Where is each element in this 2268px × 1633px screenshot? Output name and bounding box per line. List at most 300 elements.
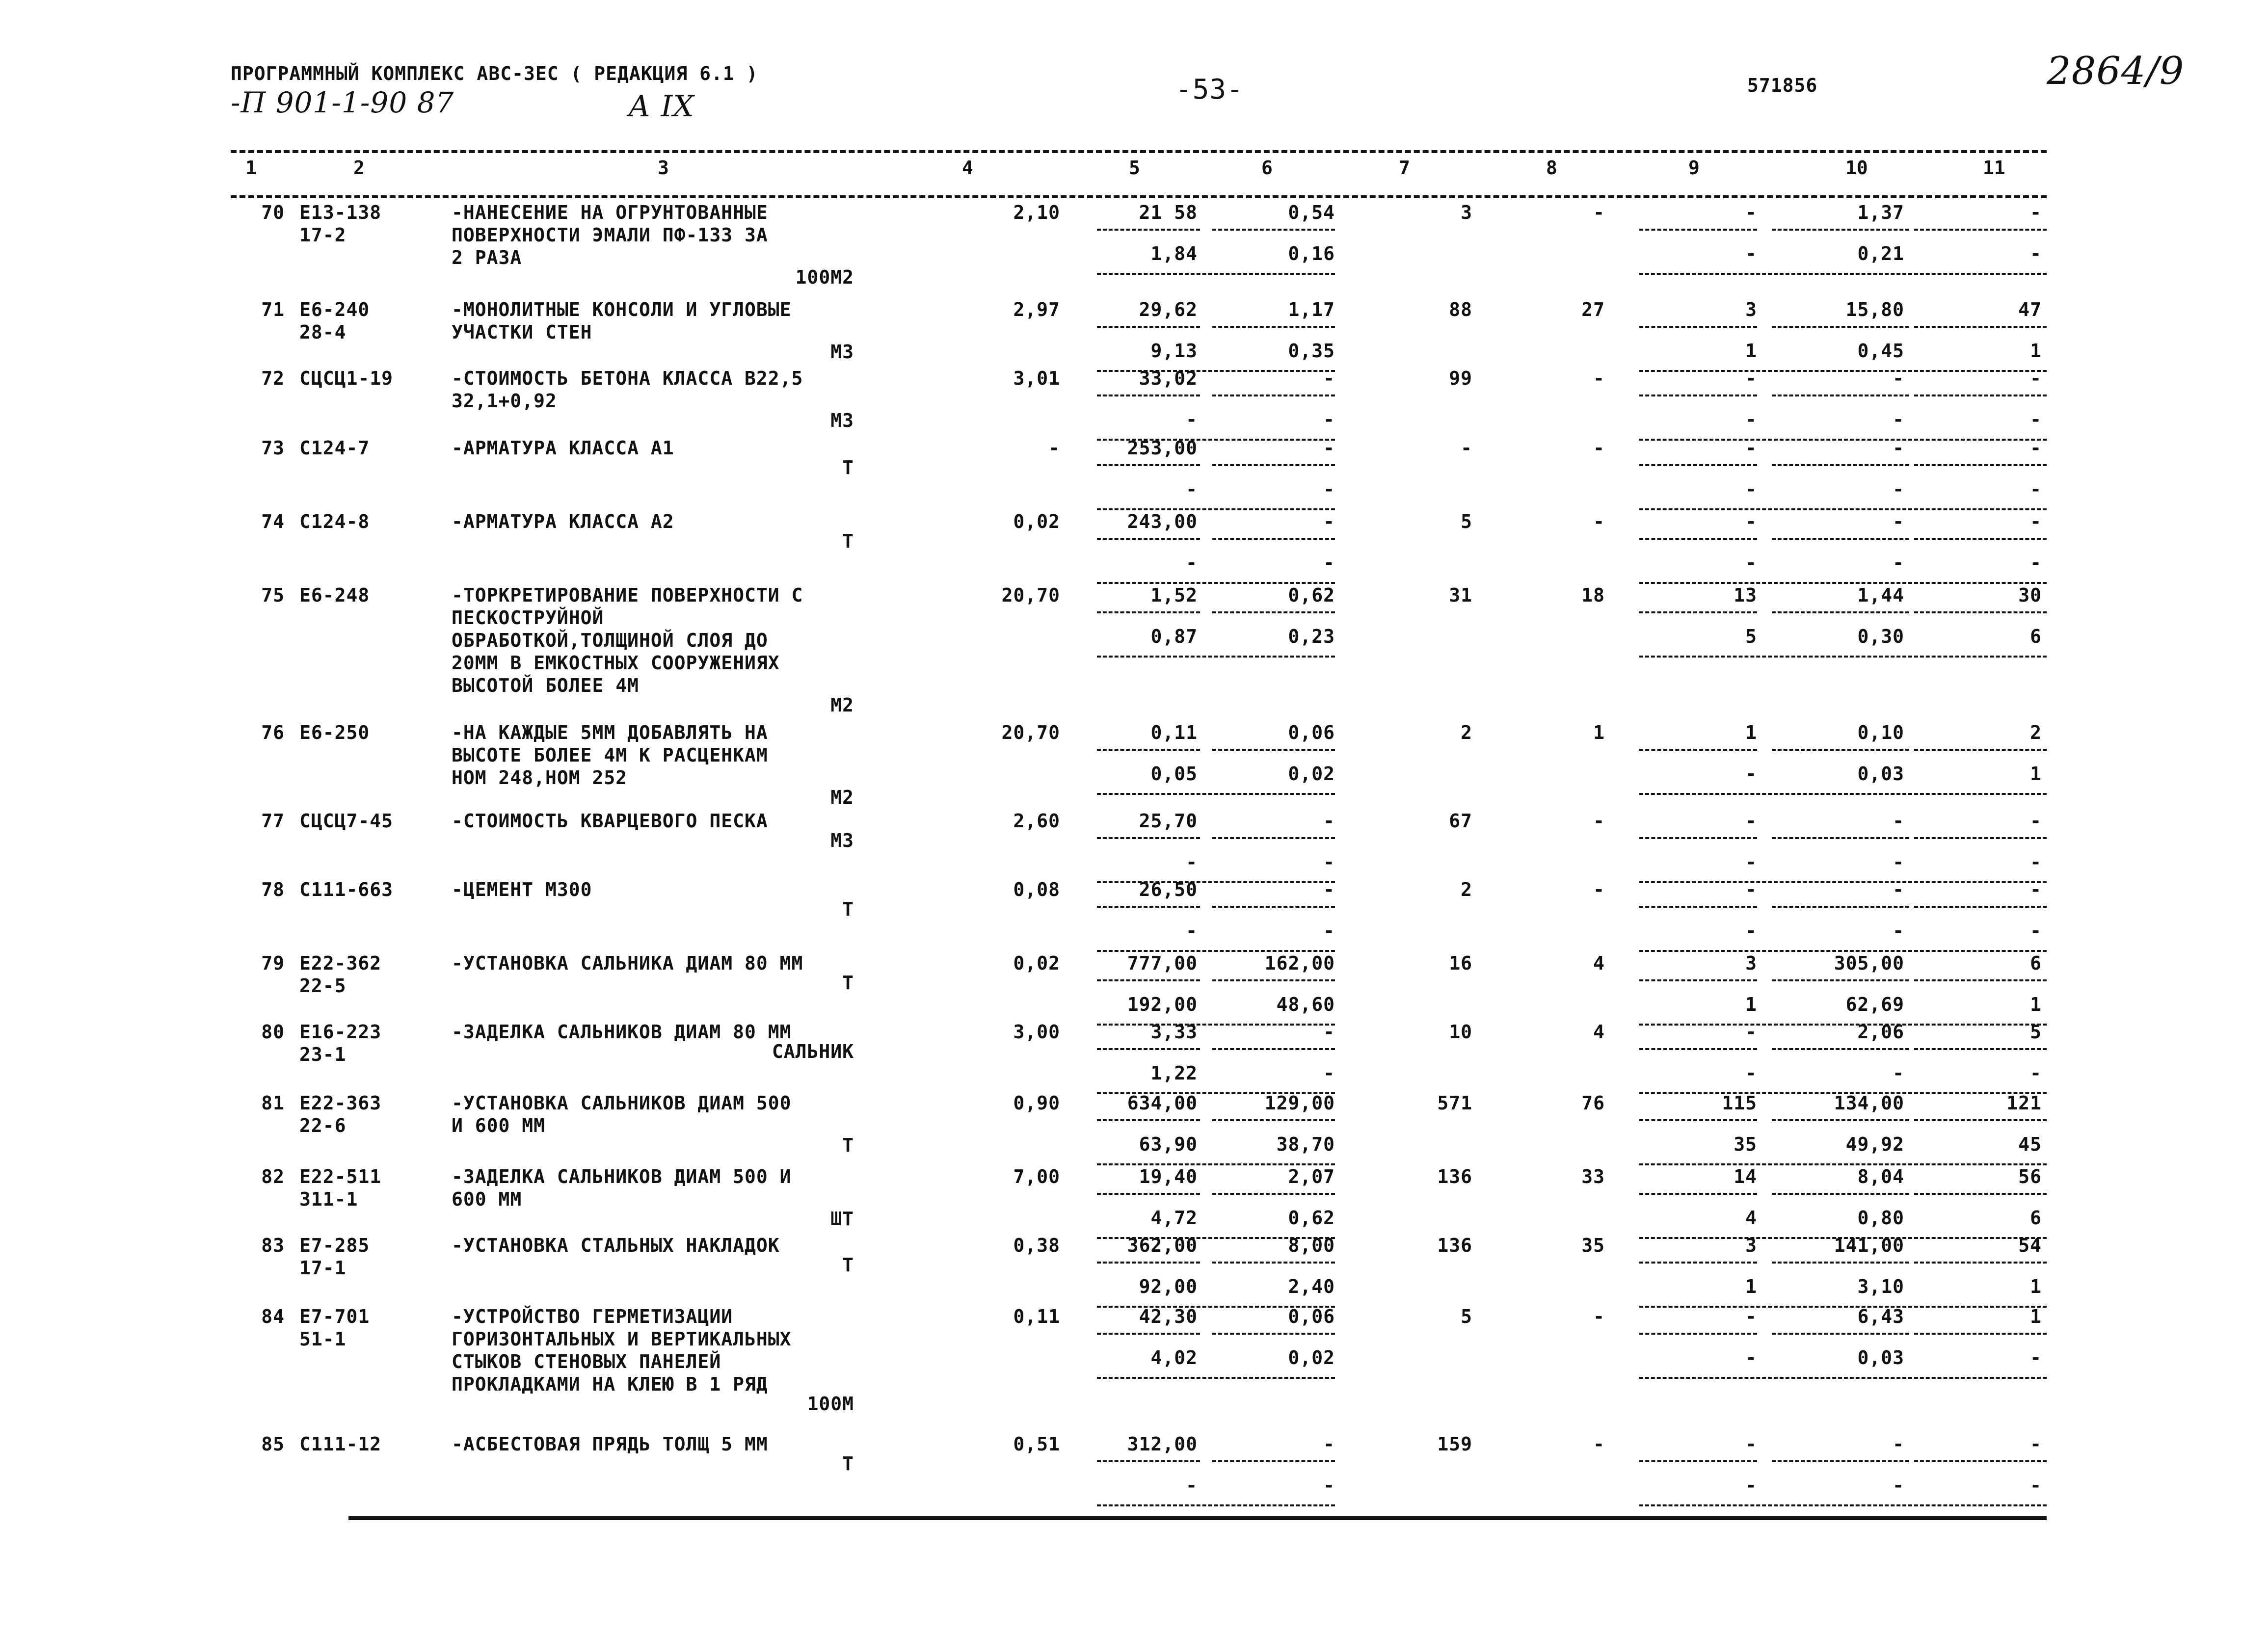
sub-value-c9: 1: [1745, 1276, 1757, 1297]
divider: [1639, 1262, 1757, 1264]
work-description: -ЗАДЕЛКА САЛЬНИКОВ ДИАМ 80 ММ: [452, 1021, 792, 1043]
quantity: 0,08: [1013, 879, 1060, 900]
divider: [1212, 979, 1335, 981]
value-c5: 42,30: [1139, 1306, 1198, 1327]
sub-value-c6: 38,70: [1276, 1133, 1335, 1155]
value-c10: 15,80: [1845, 299, 1904, 320]
unit-of-measure: Т: [842, 1453, 854, 1475]
sub-value-c6: 0,62: [1288, 1207, 1335, 1229]
work-description: -НАНЕСЕНИЕ НА ОГРУНТОВАННЫЕ: [452, 202, 768, 223]
divider: [1212, 538, 1335, 540]
divider: [1212, 464, 1335, 466]
sub-value-c9: -: [1745, 478, 1757, 500]
divider: [1639, 656, 2047, 658]
divider: [1639, 395, 1757, 396]
value-c10: -: [1893, 511, 1904, 532]
rate-code: Е22-363: [299, 1092, 382, 1114]
sub-value-c11: 1: [2030, 1276, 2042, 1297]
rate-code: 23-1: [299, 1044, 347, 1065]
wages-total: -: [1593, 437, 1605, 459]
rate-code: 22-5: [299, 975, 347, 997]
rate-code: С124-7: [299, 437, 370, 459]
divider: [1097, 1504, 1335, 1506]
sub-value-c10: -: [1893, 552, 1904, 574]
divider: [1639, 837, 1757, 839]
quantity: 2,10: [1013, 202, 1060, 223]
sub-value-c9: -: [1745, 552, 1757, 574]
unit-of-measure: Т: [842, 457, 854, 478]
sub-value-c9: 35: [1734, 1133, 1757, 1155]
header-bottom-rule: [231, 195, 2047, 198]
divider: [1639, 1504, 2047, 1506]
divider: [1914, 749, 2047, 751]
value-c6: 2,07: [1288, 1166, 1335, 1187]
value-c10: 134,00: [1834, 1092, 1904, 1114]
divider: [1914, 906, 2047, 908]
work-description: УЧАСТКИ СТЕН: [452, 321, 592, 343]
value-c6: 162,00: [1264, 952, 1335, 974]
work-description: ВЫСОТОЙ БОЛЕЕ 4М: [452, 675, 640, 696]
quantity: 2,60: [1013, 810, 1060, 832]
rate-code: СЦСЦ1-19: [299, 368, 394, 389]
wages-total: -: [1593, 202, 1605, 223]
row-number: 82: [261, 1166, 285, 1187]
quantity: 0,90: [1013, 1092, 1060, 1114]
divider: [1212, 906, 1335, 908]
work-description: -СТОИМОСТЬ КВАРЦЕВОГО ПЕСКА: [452, 810, 768, 832]
divider: [1772, 1333, 1909, 1335]
divider: [1914, 1048, 2047, 1050]
value-c6: 129,00: [1264, 1092, 1335, 1114]
unit-of-measure: Т: [842, 972, 854, 994]
value-c5: 362,00: [1127, 1235, 1198, 1256]
value-c9: -: [1745, 1306, 1757, 1327]
total-cost: 159: [1437, 1433, 1472, 1455]
sub-value-c5: -: [1186, 478, 1198, 500]
divider: [1097, 273, 1335, 275]
divider: [1639, 906, 1757, 908]
sub-value-c6: 2,40: [1288, 1276, 1335, 1297]
sub-value-c10: 62,69: [1845, 994, 1904, 1015]
divider: [1097, 906, 1200, 908]
rate-code: Е7-701: [299, 1306, 370, 1327]
sub-value-c5: 0,05: [1150, 763, 1198, 785]
divider: [1212, 749, 1335, 751]
value-c6: 1,17: [1288, 299, 1335, 320]
column-header-5: 5: [1129, 157, 1140, 179]
value-c9: 3: [1745, 952, 1757, 974]
column-header-3: 3: [658, 157, 669, 179]
sub-value-c5: 63,90: [1139, 1133, 1198, 1155]
sub-value-c11: 1: [2030, 763, 2042, 785]
sub-value-c9: 5: [1745, 626, 1757, 647]
value-c6: -: [1323, 1433, 1335, 1455]
rate-code: 311-1: [299, 1188, 358, 1210]
rate-code: 28-4: [299, 321, 347, 343]
divider: [1639, 793, 2047, 795]
value-c9: -: [1745, 810, 1757, 832]
row-number: 75: [261, 584, 285, 606]
value-c10: -: [1893, 1433, 1904, 1455]
value-c6: -: [1323, 511, 1335, 532]
row-number: 74: [261, 511, 285, 532]
divider: [1097, 611, 1200, 613]
quantity: 0,02: [1013, 511, 1060, 532]
sub-value-c11: 1: [2030, 994, 2042, 1015]
sub-value-c5: -: [1186, 1475, 1198, 1496]
divider: [1914, 1193, 2047, 1195]
sub-value-c10: 0,45: [1857, 340, 1904, 362]
divider: [1097, 229, 1200, 231]
unit-of-measure: 100М: [807, 1393, 854, 1415]
sub-value-c11: -: [2030, 478, 2042, 500]
value-c5: 777,00: [1127, 952, 1198, 974]
rate-code: 17-2: [299, 224, 347, 246]
wages-total: -: [1593, 1306, 1605, 1327]
sub-value-c11: 6: [2030, 1207, 2042, 1229]
sub-value-c9: -: [1745, 1062, 1757, 1084]
program-title: ПРОГРАММНЫЙ КОМПЛЕКС АВС-3ЕС ( РЕДАКЦИЯ 6.1 ): [231, 63, 758, 84]
divider: [1639, 749, 1757, 751]
total-cost: 3: [1461, 202, 1472, 223]
sub-value-c5: -: [1186, 409, 1198, 430]
value-c5: 25,70: [1139, 810, 1198, 832]
value-c11: -: [2030, 437, 2042, 459]
value-c11: 121: [2006, 1092, 2042, 1114]
value-c5: 19,40: [1139, 1166, 1198, 1187]
work-description: ГОРИЗОНТАЛЬНЫХ И ВЕРТИКАЛЬНЫХ: [452, 1328, 792, 1350]
rate-code: Е22-511: [299, 1166, 382, 1187]
divider: [1914, 979, 2047, 981]
divider: [1772, 979, 1909, 981]
work-description: -АРМАТУРА КЛАССА А1: [452, 437, 674, 459]
value-c9: 115: [1722, 1092, 1757, 1114]
sub-value-c6: -: [1323, 478, 1335, 500]
sub-value-c5: 192,00: [1127, 994, 1198, 1015]
divider: [1914, 1460, 2047, 1462]
sub-value-c9: -: [1745, 1347, 1757, 1369]
unit-of-measure: М2: [830, 694, 854, 716]
column-header-9: 9: [1688, 157, 1700, 179]
sub-value-c5: 0,87: [1150, 626, 1198, 647]
divider: [1772, 326, 1909, 328]
value-c5: 29,62: [1139, 299, 1198, 320]
sub-value-c11: 1: [2030, 340, 2042, 362]
row-number: 84: [261, 1306, 285, 1327]
quantity: -: [1048, 437, 1060, 459]
quantity: 2,97: [1013, 299, 1060, 320]
value-c10: 2,06: [1857, 1021, 1904, 1043]
value-c9: 13: [1734, 584, 1757, 606]
divider: [1212, 611, 1335, 613]
divider: [1639, 273, 2047, 275]
value-c11: 56: [2018, 1166, 2042, 1187]
work-description: -НА КАЖДЫЕ 5ММ ДОБАВЛЯТЬ НА: [452, 722, 768, 743]
value-c11: -: [2030, 511, 2042, 532]
work-description: -УСТРОЙСТВО ГЕРМЕТИЗАЦИИ: [452, 1306, 733, 1327]
divider: [1097, 1333, 1200, 1335]
value-c10: 0,10: [1857, 722, 1904, 743]
work-description: СТЫКОВ СТЕНОВЫХ ПАНЕЛЕЙ: [452, 1351, 721, 1372]
divider: [1212, 837, 1335, 839]
sub-value-c10: -: [1893, 1062, 1904, 1084]
sub-value-c6: -: [1323, 552, 1335, 574]
total-cost: 5: [1461, 511, 1472, 532]
value-c11: -: [2030, 368, 2042, 389]
sub-value-c9: -: [1745, 851, 1757, 873]
unit-of-measure: Т: [842, 898, 854, 920]
divider: [1914, 395, 2047, 396]
total-cost: 136: [1437, 1166, 1472, 1187]
value-c11: -: [2030, 810, 2042, 832]
quantity: 0,51: [1013, 1433, 1060, 1455]
value-c9: 1: [1745, 722, 1757, 743]
divider: [1772, 464, 1909, 466]
divider: [1772, 229, 1909, 231]
value-c9: 14: [1734, 1166, 1757, 1187]
divider: [1212, 1193, 1335, 1195]
rate-code: Е13-138: [299, 202, 382, 223]
value-c9: 3: [1745, 1235, 1757, 1256]
total-cost: 88: [1449, 299, 1472, 320]
total-cost: 99: [1449, 368, 1472, 389]
sub-value-c10: 0,30: [1857, 626, 1904, 647]
value-c11: -: [2030, 202, 2042, 223]
divider: [1212, 1333, 1335, 1335]
divider: [1772, 906, 1909, 908]
sub-value-c5: 4,02: [1150, 1347, 1198, 1369]
divider: [1097, 1193, 1200, 1195]
value-c9: -: [1745, 368, 1757, 389]
value-c11: 5: [2030, 1021, 2042, 1043]
divider: [1212, 395, 1335, 396]
divider: [1212, 229, 1335, 231]
row-number: 77: [261, 810, 285, 832]
sub-value-c10: 0,21: [1857, 243, 1904, 264]
sub-value-c5: 1,22: [1150, 1062, 1198, 1084]
total-cost: 67: [1449, 810, 1472, 832]
total-cost: 5: [1461, 1306, 1472, 1327]
divider: [1639, 1377, 2047, 1379]
wages-total: 1: [1593, 722, 1605, 743]
value-c5: 3,33: [1150, 1021, 1198, 1043]
value-c6: 0,62: [1288, 584, 1335, 606]
sub-value-c6: 0,16: [1288, 243, 1335, 264]
sub-value-c9: -: [1745, 409, 1757, 430]
sub-value-c9: -: [1745, 763, 1757, 785]
value-c9: 3: [1745, 299, 1757, 320]
sub-value-c5: 1,84: [1150, 243, 1198, 264]
value-c10: 1,44: [1857, 584, 1904, 606]
work-description: НОМ 248,НОМ 252: [452, 767, 628, 789]
value-c11: 54: [2018, 1235, 2042, 1256]
divider: [1097, 1460, 1200, 1462]
divider: [1914, 1262, 2047, 1264]
divider: [1097, 1119, 1200, 1121]
wages-total: -: [1593, 879, 1605, 900]
sub-value-c6: -: [1323, 1062, 1335, 1084]
divider: [1097, 837, 1200, 839]
sub-value-c11: -: [2030, 1062, 2042, 1084]
row-number: 83: [261, 1235, 285, 1256]
value-c5: 253,00: [1127, 437, 1198, 459]
divider: [1639, 464, 1757, 466]
value-c11: -: [2030, 879, 2042, 900]
quantity: 7,00: [1013, 1166, 1060, 1187]
unit-of-measure: М2: [830, 787, 854, 808]
wages-total: -: [1593, 810, 1605, 832]
row-number: 81: [261, 1092, 285, 1114]
total-cost: 571: [1437, 1092, 1472, 1114]
value-c11: -: [2030, 1433, 2042, 1455]
total-cost: 16: [1449, 952, 1472, 974]
work-description: ПОВЕРХНОСТИ ЭМАЛИ ПФ-133 ЗА: [452, 224, 768, 246]
quantity: 20,70: [1001, 722, 1060, 743]
wages-total: 27: [1581, 299, 1605, 320]
divider: [1097, 464, 1200, 466]
divider: [1097, 1377, 1335, 1379]
divider: [1212, 326, 1335, 328]
header-top-rule: [231, 150, 2047, 153]
work-description: ВЫСОТЕ БОЛЕЕ 4М К РАСЦЕНКАМ: [452, 744, 768, 766]
divider: [1772, 749, 1909, 751]
column-header-11: 11: [1983, 157, 2005, 179]
sub-value-c10: 0,03: [1857, 1347, 1904, 1369]
divider: [1914, 326, 2047, 328]
rate-code: Е22-362: [299, 952, 382, 974]
value-c10: 1,37: [1857, 202, 1904, 223]
value-c10: 305,00: [1834, 952, 1904, 974]
work-description: 32,1+0,92: [452, 390, 557, 412]
divider: [1772, 538, 1909, 540]
divider: [1914, 538, 2047, 540]
sub-value-c11: 45: [2018, 1133, 2042, 1155]
rate-code: Е6-248: [299, 584, 370, 606]
work-description: -МОНОЛИТНЫЕ КОНСОЛИ И УГЛОВЫЕ: [452, 299, 792, 320]
sub-value-c11: -: [2030, 409, 2042, 430]
sub-value-c6: -: [1323, 409, 1335, 430]
value-c10: 141,00: [1834, 1235, 1904, 1256]
rate-code: Е16-223: [299, 1021, 382, 1043]
value-c5: 26,50: [1139, 879, 1198, 900]
document-code: 571856: [1747, 75, 1818, 96]
unit-of-measure: Т: [842, 1134, 854, 1156]
sub-value-c9: 1: [1745, 340, 1757, 362]
divider: [1772, 611, 1909, 613]
sub-value-c9: 1: [1745, 994, 1757, 1015]
rate-code: СЦСЦ7-45: [299, 810, 394, 832]
total-cost: 136: [1437, 1235, 1472, 1256]
wages-total: -: [1593, 368, 1605, 389]
row-number: 73: [261, 437, 285, 459]
sub-value-c9: -: [1745, 243, 1757, 264]
divider: [1097, 1048, 1200, 1050]
total-cost: 2: [1461, 722, 1472, 743]
quantity: 0,38: [1013, 1235, 1060, 1256]
divider: [1212, 1262, 1335, 1264]
work-description: -УСТАНОВКА СТАЛЬНЫХ НАКЛАДОК: [452, 1235, 780, 1256]
wages-total: -: [1593, 511, 1605, 532]
divider: [1639, 611, 1757, 613]
table-end-rule: [348, 1516, 2047, 1520]
value-c6: 0,54: [1288, 202, 1335, 223]
rate-code: Е6-250: [299, 722, 370, 743]
work-description: 20ММ В ЕМКОСТНЫХ СООРУЖЕНИЯХ: [452, 652, 780, 674]
value-c10: -: [1893, 879, 1904, 900]
value-c6: -: [1323, 437, 1335, 459]
value-c10: -: [1893, 437, 1904, 459]
wages-total: 76: [1581, 1092, 1605, 1114]
divider: [1097, 656, 1335, 658]
quantity: 20,70: [1001, 584, 1060, 606]
unit-of-measure: М3: [830, 341, 854, 363]
value-c9: -: [1745, 511, 1757, 532]
divider: [1772, 1262, 1909, 1264]
work-description: -ЦЕМЕНТ М300: [452, 879, 592, 900]
divider: [1639, 979, 1757, 981]
divider: [1639, 1333, 1757, 1335]
column-header-4: 4: [962, 157, 973, 179]
value-c5: 312,00: [1127, 1433, 1198, 1455]
sub-value-c5: -: [1186, 851, 1198, 873]
row-number: 70: [261, 202, 285, 223]
divider: [1097, 793, 1335, 795]
quantity: 3,01: [1013, 368, 1060, 389]
sub-value-c10: -: [1893, 409, 1904, 430]
work-description: -АРМАТУРА КЛАССА А2: [452, 511, 674, 532]
divider: [1212, 1119, 1335, 1121]
sub-value-c11: -: [2030, 851, 2042, 873]
row-number: 85: [261, 1433, 285, 1455]
divider: [1772, 395, 1909, 396]
sub-value-c5: -: [1186, 552, 1198, 574]
divider: [1639, 1119, 1757, 1121]
rate-code: С111-12: [299, 1433, 382, 1455]
work-description: -ТОРКРЕТИРОВАНИЕ ПОВЕРХНОСТИ С: [452, 584, 803, 606]
sub-value-c11: -: [2030, 920, 2042, 942]
sub-value-c11: -: [2030, 1475, 2042, 1496]
wages-total: -: [1593, 1433, 1605, 1455]
rate-code: 22-6: [299, 1115, 347, 1136]
value-c6: 8,00: [1288, 1235, 1335, 1256]
work-description: 2 РАЗА: [452, 247, 522, 268]
total-cost: 31: [1449, 584, 1472, 606]
value-c6: 0,06: [1288, 1306, 1335, 1327]
sub-value-c5: 4,72: [1150, 1207, 1198, 1229]
sub-value-c9: -: [1745, 920, 1757, 942]
rate-code: Е7-285: [299, 1235, 370, 1256]
divider: [1772, 837, 1909, 839]
divider: [1772, 1193, 1909, 1195]
divider: [1097, 979, 1200, 981]
value-c5: 33,02: [1139, 368, 1198, 389]
work-description: ПЕСКОСТРУЙНОЙ: [452, 607, 604, 629]
sub-value-c6: 0,02: [1288, 763, 1335, 785]
sub-value-c6: -: [1323, 920, 1335, 942]
wages-total: 35: [1581, 1235, 1605, 1256]
rate-code: Е6-240: [299, 299, 370, 320]
column-header-8: 8: [1546, 157, 1557, 179]
divider: [1772, 1048, 1909, 1050]
value-c11: 1: [2030, 1306, 2042, 1327]
value-c10: 8,04: [1857, 1166, 1904, 1187]
sub-value-c10: -: [1893, 851, 1904, 873]
divider: [1097, 538, 1200, 540]
sub-value-c6: -: [1323, 851, 1335, 873]
sub-value-c10: 0,03: [1857, 763, 1904, 785]
unit-of-measure: 100М2: [795, 266, 854, 288]
value-c9: -: [1745, 879, 1757, 900]
